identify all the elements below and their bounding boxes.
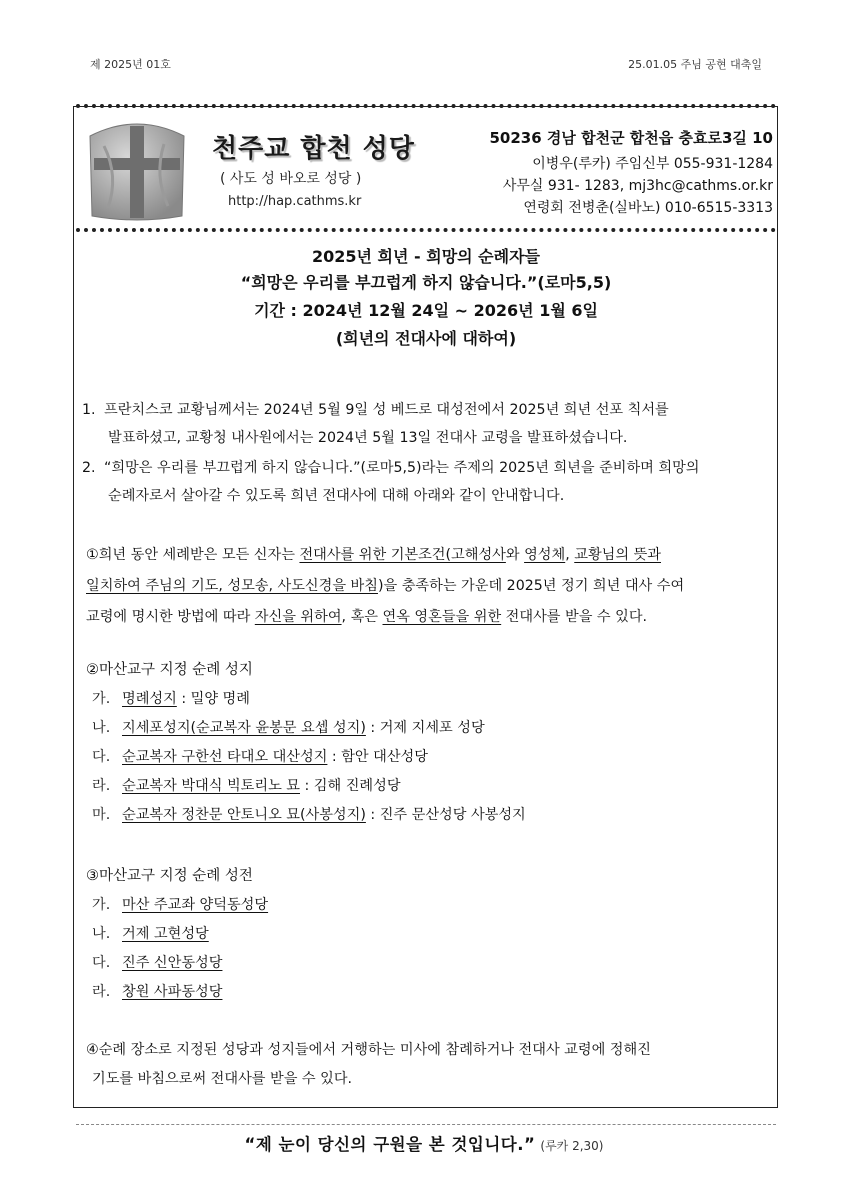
office-contact: 사무실 931- 1283, mj3hc@cathms.or.kr (502, 178, 773, 194)
issue-date: 25.01.05 주님 공현 대축일 (628, 58, 762, 71)
list-item (86, 685, 774, 714)
headline-line-1: 2025년 희년 - 희망의 순례자들 (311, 247, 540, 266)
church-name: 창원 사파동성당 (122, 984, 223, 1000)
intro-number: 1. (82, 402, 96, 418)
quote-text: “제 눈이 당신의 구원을 본 것입니다.” (244, 1135, 536, 1154)
church-name: 거제 고현성당 (122, 926, 209, 942)
section-pilgrimage-shrines (86, 656, 774, 830)
parish-name: 천주교 합천 성당 (212, 134, 415, 164)
list-label: 가. (92, 897, 111, 913)
top-dotted-divider (76, 104, 776, 108)
shrine-location: : 함안 대산성당 (327, 749, 428, 765)
text-run: 전대사를 받을 수 있다. (501, 609, 648, 625)
list-item (86, 714, 774, 743)
text-run: , 혹은 (341, 609, 383, 625)
shrine-name: 지세포성지(순교복자 윤봉문 요셉 성지) (122, 720, 366, 736)
shrine-location: : 밀양 명례 (176, 691, 250, 707)
shrine-name: 순교복자 정찬문 안토니오 묘(사봉성지) (122, 807, 366, 823)
intro-number: 2. (82, 460, 96, 476)
shrine-location: : 거제 지세포 성당 (365, 720, 485, 736)
intro-item-1 (82, 396, 772, 452)
list-label: 가. (92, 691, 111, 707)
footer-quote (0, 1131, 848, 1155)
list-label: 나. (92, 720, 111, 736)
section-title: ③마산교구 지정 순례 성전 (86, 868, 253, 884)
parish-url[interactable]: http://hap.cathms.kr (228, 194, 362, 209)
intro-text: 프란치스코 교황님께서는 2024년 5월 9일 성 베드로 대성전에서 2025년 희년 선포 칙서를 (104, 402, 669, 418)
shrine-name: 명례성지 (122, 691, 177, 707)
headline-period: 기간 : 2024년 12월 24일 ~ 2026년 1월 6일 (254, 301, 598, 320)
underlined-text: 일치하여 주님의 기도, 성모송, 사도신경을 바침 (86, 578, 378, 594)
list-item (86, 743, 774, 772)
text-run: 와 (505, 547, 525, 563)
text-run: , (565, 547, 575, 563)
text-run: 교령에 명시한 방법에 따라 (86, 609, 255, 625)
text-run: ①희년 동안 세례받은 모든 신자는 (86, 547, 300, 563)
section-title: ②마산교구 지정 순례 성지 (86, 662, 253, 678)
list-item (86, 920, 774, 949)
parish-patron: ( 사도 성 바오로 성당 ) (220, 171, 362, 187)
parish-address: 50236 경남 합천군 합천읍 충효로3길 10 (489, 129, 773, 147)
shrine-name: 순교복자 구한선 타대오 대산성지 (122, 749, 328, 765)
church-logo (84, 116, 190, 222)
list-label: 마. (92, 807, 111, 823)
header-dotted-divider (76, 228, 776, 232)
underlined-text: 교황님의 뜻과 (574, 547, 661, 563)
list-label: 다. (92, 749, 111, 765)
pastor-contact: 이병우(루카) 주임신부 055-931-1284 (532, 156, 773, 172)
issue-number: 제 2025년 01호 (90, 58, 171, 71)
section-mass-participation (86, 1036, 774, 1094)
shrine-location: : 김해 진례성당 (300, 778, 401, 794)
list-item (86, 801, 774, 830)
text-run: )을 충족하는 가운데 2025년 정기 희년 대사 수여 (377, 578, 685, 594)
church-name: 진주 신안동성당 (122, 955, 223, 971)
headline-subtitle: (희년의 전대사에 대하여) (335, 329, 517, 348)
shrine-location: : 진주 문산성당 사봉성지 (365, 807, 526, 823)
footer-divider (76, 1124, 776, 1125)
list-item (86, 772, 774, 801)
church-name: 마산 주교좌 양덕동성당 (122, 897, 269, 913)
quote-reference: (루카 2,30) (540, 1139, 604, 1153)
intro-text-continued: 발표하셨고, 교황청 내사원에서는 2024년 5월 13일 전대사 교령을 발표하셨습니다. (108, 430, 628, 446)
section-indulgence-conditions (86, 540, 774, 633)
underlined-text: 자신을 위하여 (254, 609, 342, 625)
list-label: 라. (92, 984, 111, 1000)
section-text-continued: 기도를 바침으로써 전대사를 받을 수 있다. (92, 1071, 353, 1087)
underlined-text: 연옥 영혼들을 위한 (382, 609, 502, 625)
list-label: 다. (92, 955, 111, 971)
section-text: ④순례 장소로 지정된 성당과 성지들에서 거행하는 미사에 참례하거나 전대사 교령에 정해진 (86, 1042, 651, 1058)
shrine-name: 순교복자 박대식 빅토리노 묘 (122, 778, 300, 794)
list-item (86, 978, 774, 1007)
list-item (86, 949, 774, 978)
section-pilgrimage-churches (86, 862, 774, 1007)
underlined-text: 전대사를 위한 기본조건(고해성사 (299, 547, 506, 563)
list-label: 라. (92, 778, 111, 794)
list-label: 나. (92, 926, 111, 942)
intro-text: “희망은 우리를 부끄럽게 하지 않습니다.”(로마5,5)라는 주제의 2025년 희년을 준비하며 희망의 (104, 460, 700, 476)
headline-line-2: “희망은 우리를 부끄럽게 하지 않습니다.”(로마5,5) (240, 273, 612, 292)
intro-item-2 (82, 454, 772, 510)
council-contact: 연령회 전병춘(실바노) 010-6515-3313 (523, 200, 773, 216)
underlined-text: 영성체 (524, 547, 566, 563)
intro-text-continued: 순례자로서 살아갈 수 있도록 희년 전대사에 대해 아래와 같이 안내합니다. (108, 488, 565, 504)
list-item (86, 891, 774, 920)
